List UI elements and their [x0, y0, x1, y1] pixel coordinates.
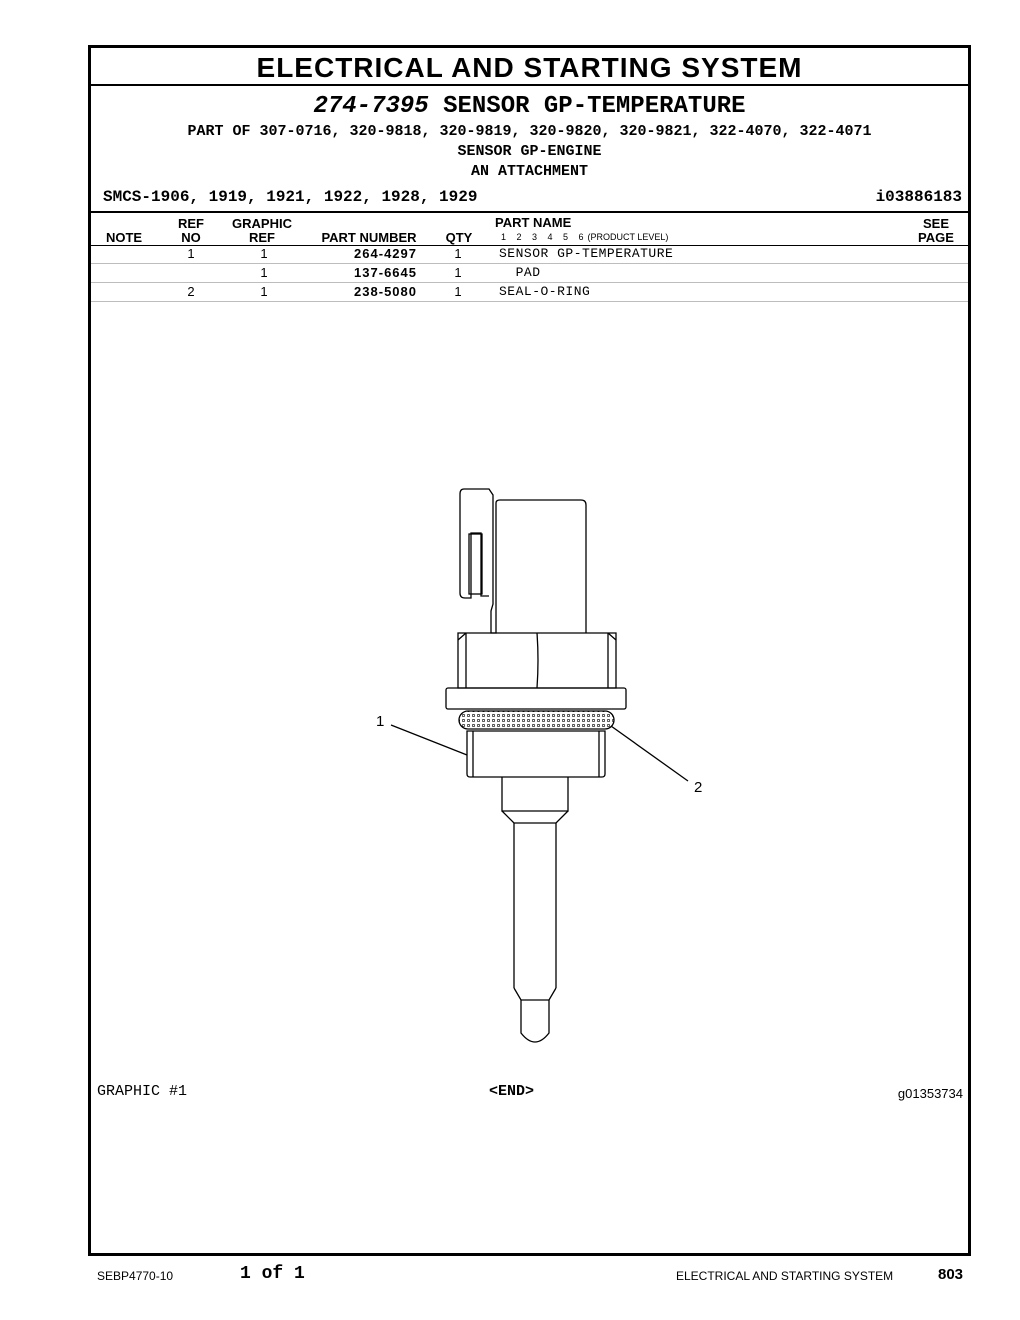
sensor-illustration: [91, 48, 974, 1259]
callout-1-leader: [391, 725, 467, 755]
graphic-id: g01353734: [897, 1086, 963, 1101]
group-subtitle: SENSOR GP-ENGINE: [457, 143, 602, 160]
group-name: SENSOR GP-TEMPERATURE: [443, 93, 746, 120]
col-ref-top: REF: [178, 216, 204, 231]
section-title: ELECTRICAL AND STARTING SYSTEM: [91, 50, 968, 86]
row-qty: 1: [454, 246, 462, 261]
group-number[interactable]: 274-7395: [313, 93, 429, 120]
part-of-line: PART OF 307-0716, 320-9818, 320-9819, 320-9820, 320-9821, 322-4070, 322-4071: [187, 123, 872, 140]
product-level-label: (PRODUCT LEVEL): [587, 232, 669, 242]
document-id: i03886183: [875, 188, 962, 206]
footer-doc-number: SEBP4770-10: [97, 1269, 174, 1283]
smcs-codes: SMCS-1906, 1919, 1921, 1922, 1928, 1929: [103, 188, 478, 206]
col-see-bottom: PAGE: [918, 230, 954, 245]
row-part-name: SENSOR GP-TEMPERATURE: [499, 246, 674, 261]
group-attachment: AN ATTACHMENT: [470, 163, 589, 180]
row-qty: 1: [454, 284, 462, 299]
col-graphic-top: GRAPHIC: [232, 216, 292, 231]
col-part-name: PART NAME: [495, 215, 572, 230]
col-part-number: PART NUMBER: [321, 230, 417, 245]
callout-2: 2: [694, 779, 703, 796]
col-see-top: SEE: [922, 216, 949, 231]
row-ref: 1: [187, 246, 195, 261]
row-part-name: SEAL-O-RING: [499, 284, 591, 299]
row-graphic-ref: 1: [260, 265, 268, 280]
col-graphic-bottom: REF: [249, 230, 275, 245]
footer-page-count: 1 of 1: [240, 1264, 305, 1284]
row-qty: 1: [454, 265, 462, 280]
row-graphic-ref: 1: [260, 284, 268, 299]
col-ref-bottom: NO: [181, 230, 201, 245]
end-marker: <END>: [489, 1083, 535, 1100]
graphic-label: GRAPHIC #1: [97, 1083, 188, 1100]
page-frame: [88, 45, 971, 1256]
row-graphic-ref: 1: [260, 246, 268, 261]
row-part-name: PAD: [499, 265, 541, 280]
level-numbers: 1 2 3 4 5 6: [501, 232, 584, 242]
callout-1: 1: [376, 713, 385, 730]
footer-page-number: 803: [938, 1266, 964, 1283]
col-qty: QTY: [445, 230, 473, 245]
callout-2-leader: [611, 726, 688, 781]
row-part-number[interactable]: 264-4297: [354, 246, 417, 261]
footer-section: ELECTRICAL AND STARTING SYSTEM: [676, 1269, 894, 1283]
row-part-number[interactable]: 137-6645: [354, 265, 417, 280]
col-note: NOTE: [105, 230, 143, 245]
row-ref: 2: [187, 284, 195, 299]
row-part-number[interactable]: 238-5080: [354, 284, 417, 299]
